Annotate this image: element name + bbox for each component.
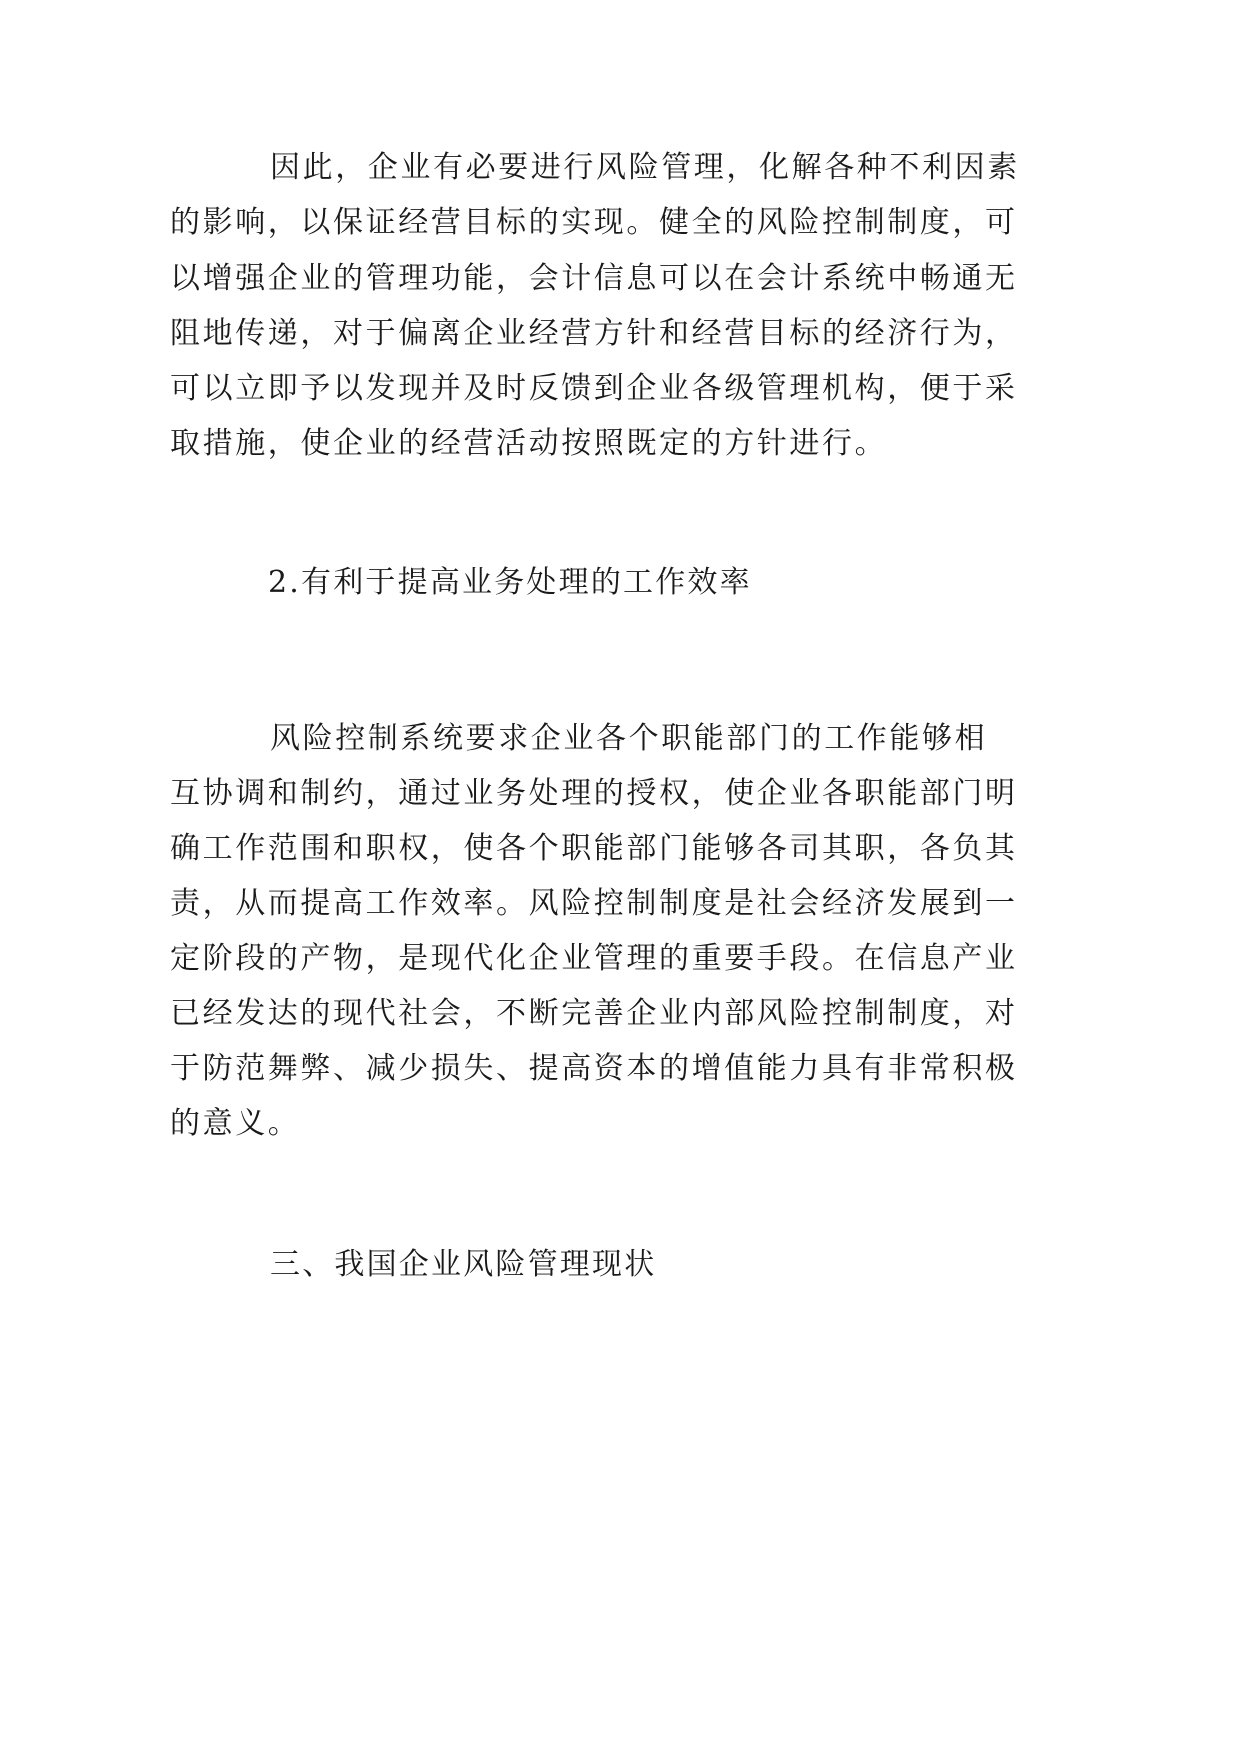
paragraph-line: 的影响，以保证经营目标的实现。健全的风险控制制度，可: [170, 205, 1018, 240]
paragraph-line: 因此，企业有必要进行风险管理，化解各种不利因素: [270, 150, 1020, 185]
paragraph-line: 定阶段的产物，是现代化企业管理的重要手段。在信息产业: [170, 941, 1018, 976]
section-heading-current-status: 三、我国企业风险管理现状: [270, 1247, 657, 1282]
paragraph-line: 风险控制系统要求企业各个职能部门的工作能够相: [270, 721, 988, 756]
paragraph-line: 的意义。: [170, 1106, 301, 1141]
paragraph-line: 阻地传递，对于偏离企业经营方针和经营目标的经济行为，: [170, 316, 1018, 351]
paragraph-line: 可以立即予以发现并及时反馈到企业各级管理机构，便于采: [170, 371, 1018, 406]
section-heading-efficiency: 2.有利于提高业务处理的工作效率: [268, 565, 752, 600]
paragraph-line: 确工作范围和职权，使各个职能部门能够各司其职，各负其: [170, 831, 1018, 866]
paragraph-line: 已经发达的现代社会，不断完善企业内部风险控制制度，对: [170, 996, 1018, 1031]
paragraph-line: 于防范舞弊、减少损失、提高资本的增值能力具有非常积极: [170, 1051, 1018, 1086]
paragraph-line: 互协调和制约，通过业务处理的授权，使企业各职能部门明: [170, 776, 1018, 811]
paragraph-line: 取措施，使企业的经营活动按照既定的方针进行。: [170, 426, 888, 461]
paragraph-line: 以增强企业的管理功能，会计信息可以在会计系统中畅通无: [170, 261, 1018, 296]
paragraph-line: 责，从而提高工作效率。风险控制制度是社会经济发展到一: [170, 886, 1018, 921]
